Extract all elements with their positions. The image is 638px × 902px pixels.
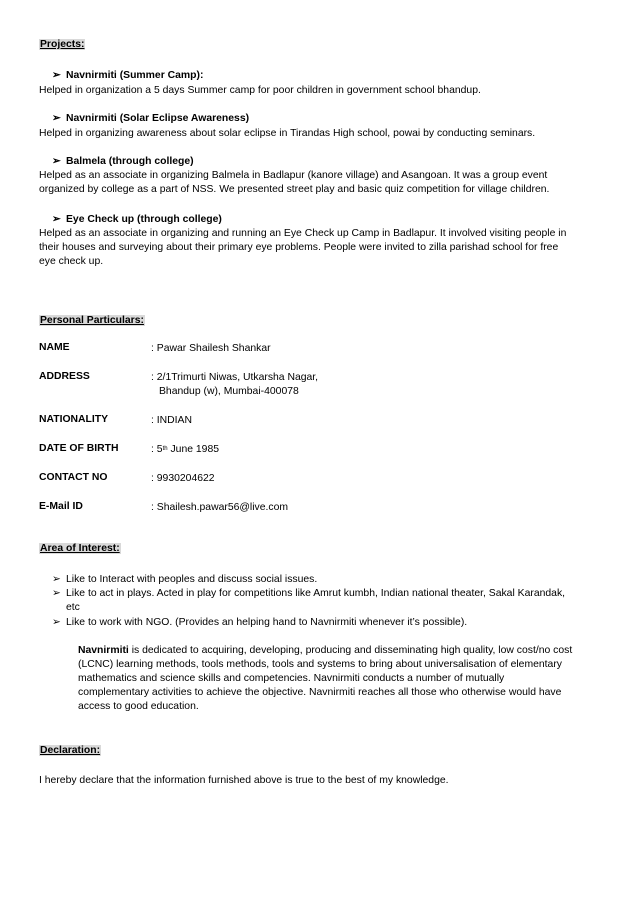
- interest-heading: Area of Interest:: [40, 543, 120, 554]
- contact-value: : 9930204622: [151, 473, 215, 484]
- arrow-bullet-icon: ➢: [52, 617, 61, 628]
- arrow-bullet-icon: ➢: [52, 574, 61, 585]
- project-title: ➢ Balmela (through college): [52, 156, 194, 167]
- arrow-bullet-icon: ➢: [52, 214, 61, 225]
- project-description: Helped in organizing awareness about solar eclipse in Tirandas High school, powai by conducting seminars.: [39, 128, 536, 139]
- navnirmiti-paragraph: Navnirmiti is dedicated to acquiring, developing, producing and disseminating high quality, low cost/no cost (LCNC) learning methods, tools methods, tools and systems to bring about universalisation of elementary mathematics and science skills and competencies. Navnirmiti conducts a number of mutually complementary activities to achieve the objective. Navnirmiti reaches all those who otherwise would have access to good education.: [78, 645, 573, 712]
- nationality-label: NATIONALITY: [39, 414, 109, 425]
- address-label: ADDRESS: [39, 371, 90, 382]
- nationality-value: : INDIAN: [151, 415, 192, 426]
- contact-label: CONTACT NO: [39, 472, 108, 483]
- project-title: ➢ Navnirmiti (Summer Camp):: [52, 70, 204, 81]
- declaration-heading: Declaration:: [40, 745, 101, 756]
- interest-item: ➢ Like to work with NGO. (Provides an helping hand to Navnirmiti whenever it’s possible).: [52, 617, 468, 628]
- dob-value: : 5th June 1985: [151, 444, 219, 455]
- project-title: ➢ Eye Check up (through college): [52, 214, 222, 225]
- arrow-bullet-icon: ➢: [52, 156, 61, 167]
- personal-heading: Personal Particulars:: [40, 315, 144, 326]
- email-value: : Shailesh.pawar56@live.com: [151, 502, 289, 513]
- project-description: Helped as an associate in organizing Balmela in Badlapur (kanore village) and Asangoan. It was a group event organized by college as a part of NSS. We presented street play and basic quiz competition for village children.: [39, 170, 550, 195]
- arrow-bullet-icon: ➢: [52, 70, 61, 81]
- address-value: : 2/1Trimurti Niwas, Utkarsha Nagar, Bhandup (w), Mumbai-400078: [151, 372, 319, 397]
- interest-item: ➢ Like to act in plays. Acted in play for competitions like Amrut kumbh, Indian national theater, Sakal Karandak, etc: [52, 588, 566, 613]
- declaration-text: I hereby declare that the information furnished above is true to the best of my knowledge.: [39, 775, 449, 786]
- interest-item: ➢ Like to Interact with peoples and discuss social issues.: [52, 574, 318, 585]
- name-value: : Pawar Shailesh Shankar: [151, 343, 271, 354]
- email-label: E-Mail ID: [39, 501, 83, 512]
- arrow-bullet-icon: ➢: [52, 113, 61, 124]
- projects-heading: Projects:: [40, 39, 85, 50]
- project-title: ➢ Navnirmiti (Solar Eclipse Awareness): [52, 113, 250, 124]
- project-description: Helped in organization a 5 days Summer camp for poor children in government school bhandup.: [39, 85, 481, 96]
- arrow-bullet-icon: ➢: [52, 588, 61, 599]
- name-label: NAME: [39, 342, 70, 353]
- dob-label: DATE OF BIRTH: [39, 443, 119, 454]
- project-description: Helped as an associate in organizing and running an Eye Check up Camp in Badlapur. It involved visiting people in their houses and surveying about their primary eye problems. People were invited to zilla parishad school for free eye check up.: [39, 228, 567, 267]
